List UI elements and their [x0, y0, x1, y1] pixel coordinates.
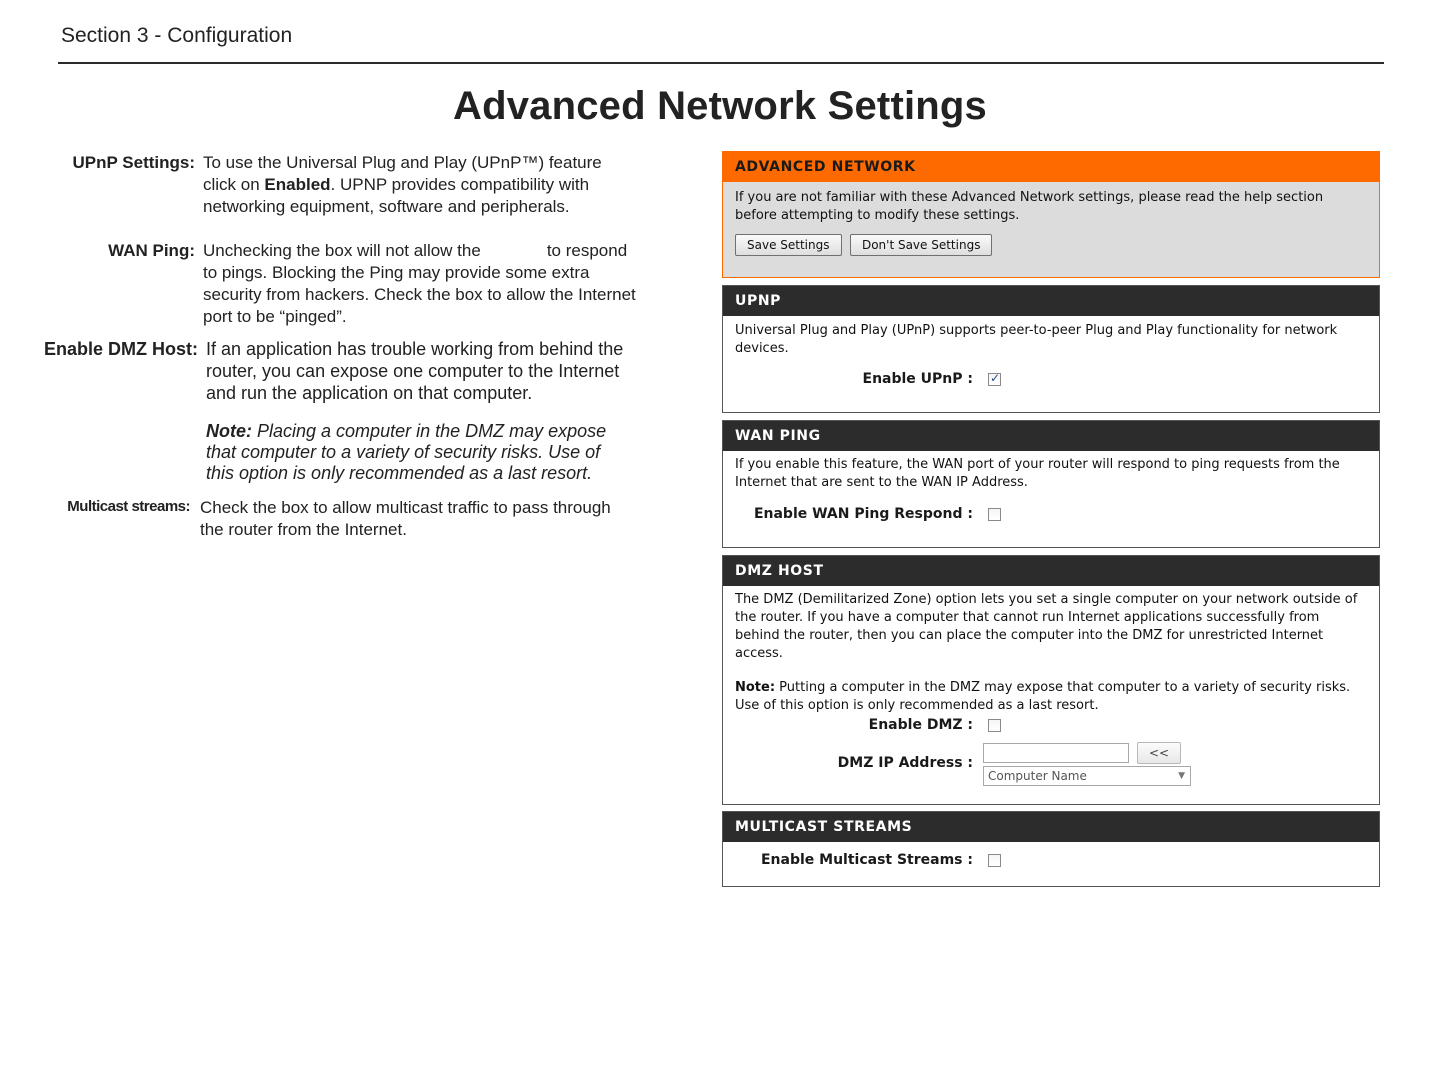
enable-dmz-label: Enable DMZ : [868, 717, 973, 733]
copy-computer-button[interactable]: << [1137, 742, 1181, 764]
wan-ping-text-1: Unchecking the box will not allow the [203, 241, 481, 260]
dmz-ip-row [723, 743, 1379, 791]
enable-wan-ping-checkbox[interactable] [988, 508, 1001, 521]
help-text [0, 0, 700, 600]
multicast-definition: Check the box to allow multicast traffic to pass through the router from the Internet. [200, 498, 611, 539]
dmz-note-text: Placing a computer in the DMZ may expose that computer to a variety of security risks. Use of this option is only recommended as a last resort. [206, 421, 607, 483]
advanced-network-description: If you are not familiar with these Advanced Network settings, please read the help section before attempting to modify these settings. [735, 190, 1324, 223]
dmz-host-header: DMZ HOST [723, 556, 1379, 586]
dmz-term: Enable DMZ Host: [43, 339, 198, 359]
enable-dmz-checkbox[interactable] [988, 719, 1001, 732]
dmz-description: The DMZ (Demilitarized Zone) option lets you set a single computer on your network outside of the router. If you have a computer that cannot run Internet applications successfully from behind the router, then you can place the computer into the DMZ for unrestricted Internet access. [735, 592, 1358, 661]
advanced-network-actions [723, 225, 1379, 256]
upnp-text-2: . UPNP provides compatibility with networking equipment, software and peripherals. [203, 175, 590, 216]
enable-multicast-checkbox[interactable] [988, 854, 1001, 867]
dmz-note-label: Note: [735, 680, 776, 695]
dmz-note [206, 421, 631, 484]
enable-multicast-row [723, 852, 1379, 878]
dmz-note-text: Putting a computer in the DMZ may expose that computer to a variety of security risks. Use of this option is only recommended as a last resort. [735, 680, 1351, 713]
upnp-text-bold: Enabled [264, 175, 331, 194]
upnp-header: UPNP [723, 286, 1379, 316]
dmz-ip-input[interactable] [983, 743, 1129, 763]
enable-upnp-row [723, 371, 1379, 397]
wan-ping-header: WAN PING [723, 421, 1379, 451]
save-settings-button[interactable]: Save Settings [735, 234, 842, 256]
computer-name-select-value: Computer Name [988, 769, 1087, 783]
wan-ping-term: WAN Ping: [108, 241, 195, 260]
upnp-term: UPnP Settings: [72, 153, 195, 172]
enable-wan-ping-label: Enable WAN Ping Respond : [753, 506, 973, 522]
page-title: Advanced Network Settings [452, 84, 987, 128]
dmz-note [723, 663, 1379, 715]
enable-upnp-checkbox[interactable] [988, 373, 1001, 386]
enable-dmz-row [723, 717, 1379, 743]
upnp-panel [722, 285, 1380, 413]
upnp-text-1: To use the Universal Plug and Play (UPnP™) feature click on [203, 153, 602, 194]
wan-ping-panel [722, 420, 1380, 548]
computer-name-select[interactable] [983, 766, 1191, 786]
advanced-network-panel [722, 151, 1380, 278]
wan-ping-description: If you enable this feature, the WAN port of your router will respond to ping requests from the Internet that are sent to the WAN IP Address. [735, 457, 1340, 490]
wan-ping-text-2: to respond to pings. Blocking the Ping may provide some extra security from hackers. Check the box to allow the Internet port to be “pinged”. [203, 241, 636, 326]
multicast-term: Multicast streams: [67, 498, 190, 515]
enable-wan-ping-row [723, 506, 1379, 532]
upnp-description: Universal Plug and Play (UPnP) supports peer-to-peer Plug and Play functionality for network devices. [735, 323, 1338, 356]
multicast-streams-header: MULTICAST STREAMS [723, 812, 1379, 842]
multicast-streams-panel [722, 811, 1380, 887]
section-label: Section 3 - Configuration [61, 24, 293, 47]
dmz-note-label: Note: [206, 421, 252, 441]
advanced-network-header: ADVANCED NETWORK [723, 152, 1379, 182]
dmz-ip-label: DMZ IP Address : [837, 755, 973, 771]
chevron-down-icon: ▼ [1178, 771, 1185, 781]
wan-ping-definition [203, 240, 638, 328]
enable-upnp-label: Enable UPnP : [862, 371, 973, 387]
dmz-host-panel [722, 555, 1380, 805]
dmz-definition: If an application has trouble working from behind the router, you can expose one computer to the Internet and run the application on that computer. [206, 339, 624, 403]
dont-save-settings-button[interactable]: Don't Save Settings [850, 234, 993, 256]
upnp-definition [203, 152, 638, 218]
enable-multicast-label: Enable Multicast Streams : [760, 852, 973, 868]
